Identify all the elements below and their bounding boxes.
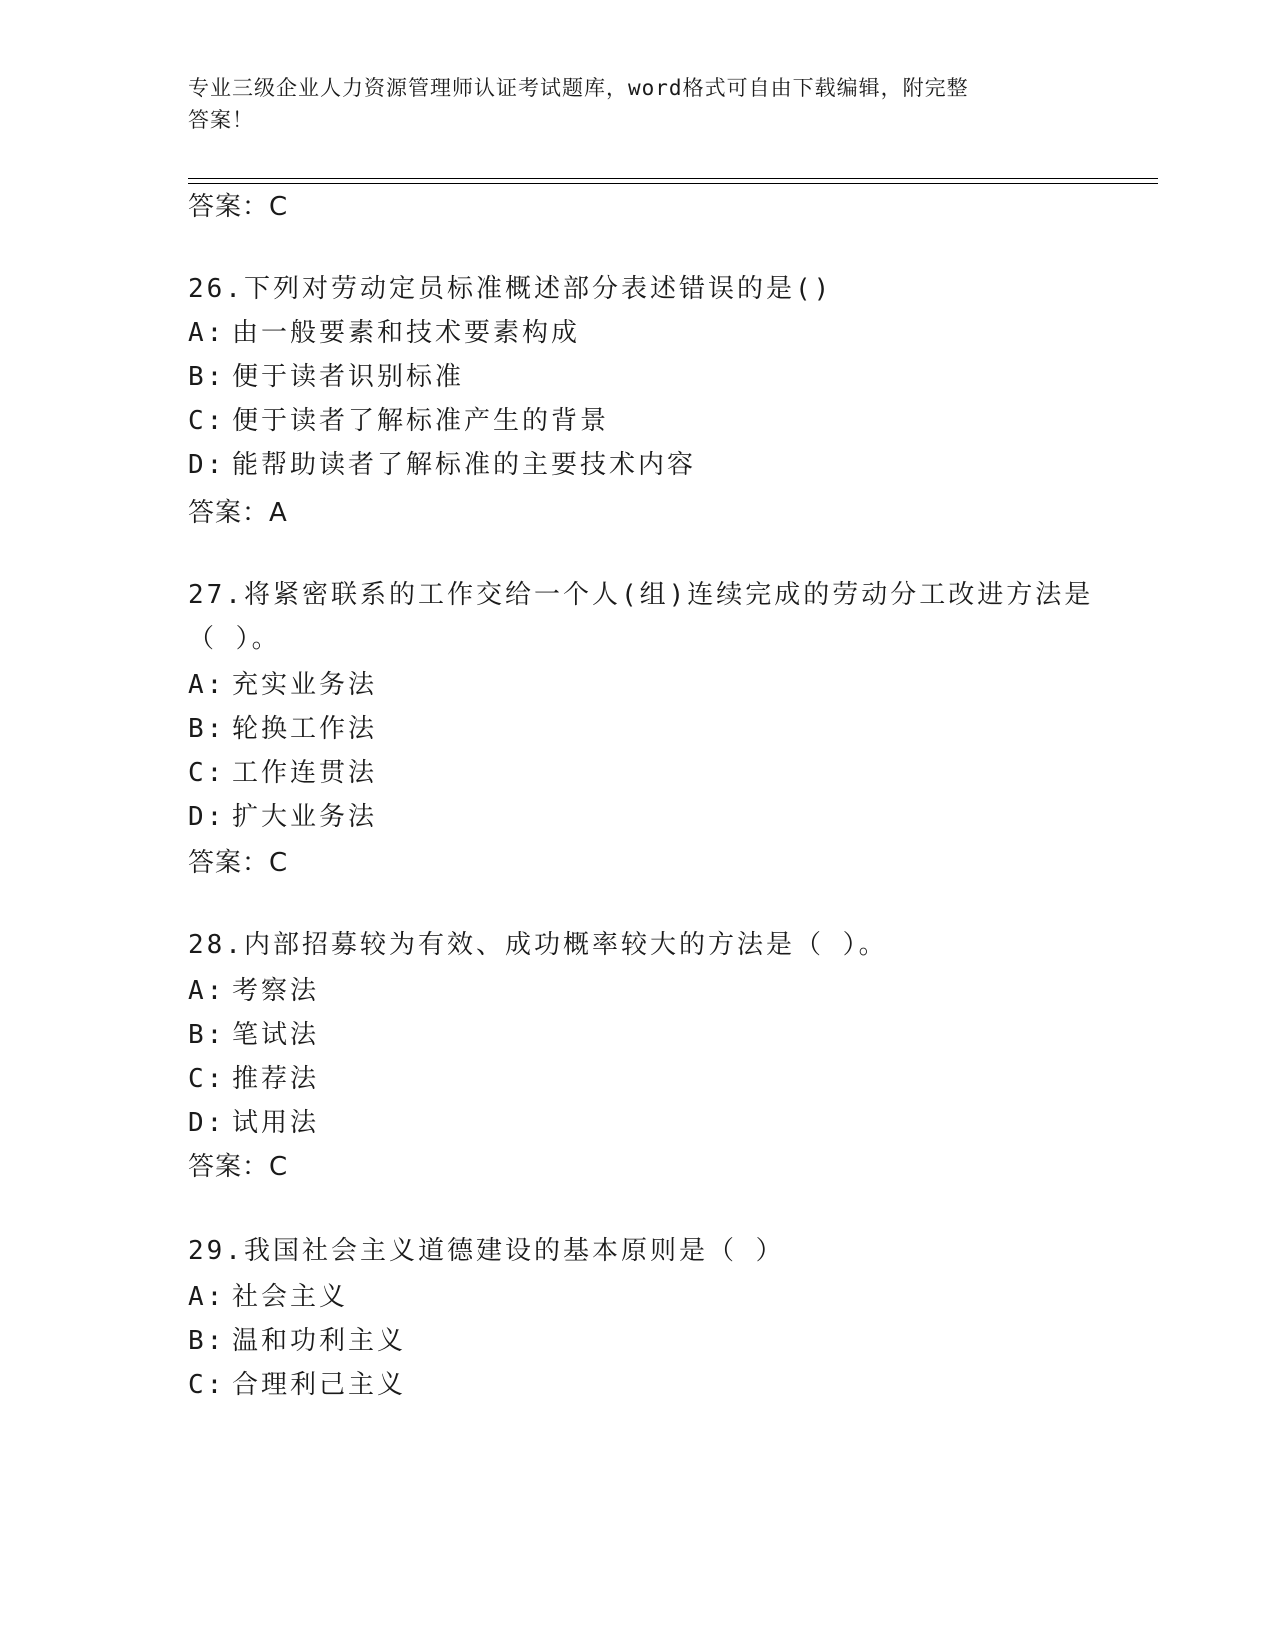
option-label: A: xyxy=(188,1282,226,1312)
option-line xyxy=(188,1062,319,1096)
header-line-1: 专业三级企业人力资源管理师认证考试题库，word格式可自由下载编辑，附完整 xyxy=(188,76,969,100)
option-text: 便于读者识别标准 xyxy=(232,362,465,392)
option-line xyxy=(188,404,609,438)
option-line xyxy=(188,1368,406,1402)
question-text: 26.下列对劳动定员标准概述部分表述错误的是() xyxy=(188,274,833,304)
option-line xyxy=(188,1324,406,1358)
question-text: 28.内部招募较为有效、成功概率较大的方法是（ ）。 xyxy=(188,930,888,960)
option-label: C: xyxy=(188,1064,226,1094)
option-text: 轮换工作法 xyxy=(232,714,378,744)
option-label: B: xyxy=(188,362,226,392)
option-line xyxy=(188,316,580,350)
option-text: 合理利己主义 xyxy=(232,1370,407,1400)
option-line xyxy=(188,1018,319,1052)
option-line xyxy=(188,974,319,1008)
question-text-continuation: （ ）。 xyxy=(188,624,281,654)
option-line xyxy=(188,800,377,834)
option-text: 便于读者了解标准产生的背景 xyxy=(232,406,610,436)
option-label: B: xyxy=(188,1020,226,1050)
option-label: D: xyxy=(188,450,226,480)
option-label: D: xyxy=(188,802,226,832)
option-label: C: xyxy=(188,1370,226,1400)
option-text: 试用法 xyxy=(232,1108,320,1138)
option-label: B: xyxy=(188,714,226,744)
option-text: 充实业务法 xyxy=(232,670,378,700)
option-label: A: xyxy=(188,976,226,1006)
option-line xyxy=(188,448,696,482)
option-text: 扩大业务法 xyxy=(232,802,378,832)
option-text: 温和功利主义 xyxy=(232,1326,407,1356)
answer-line: 答案：C xyxy=(188,192,289,222)
question-text: 29.我国社会主义道德建设的基本原则是（ ） xyxy=(188,1236,785,1266)
header-rule-bottom xyxy=(188,183,1158,184)
option-line xyxy=(188,712,377,746)
option-line xyxy=(188,756,377,790)
question-text: 27.将紧密联系的工作交给一个人(组)连续完成的劳动分工改进方法是 xyxy=(188,580,1094,610)
answer-line: 答案：C xyxy=(188,1152,289,1182)
option-text: 能帮助读者了解标准的主要技术内容 xyxy=(232,450,697,480)
option-line xyxy=(188,1280,348,1314)
option-label: D: xyxy=(188,1108,226,1138)
header-line-2: 答案！ xyxy=(188,108,254,132)
option-label: A: xyxy=(188,318,226,348)
option-text: 推荐法 xyxy=(232,1064,320,1094)
option-label: C: xyxy=(188,406,226,436)
answer-line: 答案：C xyxy=(188,848,289,878)
option-text: 考察法 xyxy=(232,976,320,1006)
document-header xyxy=(188,72,1068,136)
option-label: B: xyxy=(188,1326,226,1356)
option-text: 笔试法 xyxy=(232,1020,320,1050)
option-label: A: xyxy=(188,670,226,700)
option-line xyxy=(188,360,464,394)
option-label: C: xyxy=(188,758,226,788)
option-text: 由一般要素和技术要素构成 xyxy=(232,318,581,348)
answer-line: 答案：A xyxy=(188,498,288,528)
option-text: 社会主义 xyxy=(232,1282,349,1312)
option-line xyxy=(188,1106,319,1140)
option-line xyxy=(188,668,377,702)
header-rule-top xyxy=(188,178,1158,179)
option-text: 工作连贯法 xyxy=(232,758,378,788)
